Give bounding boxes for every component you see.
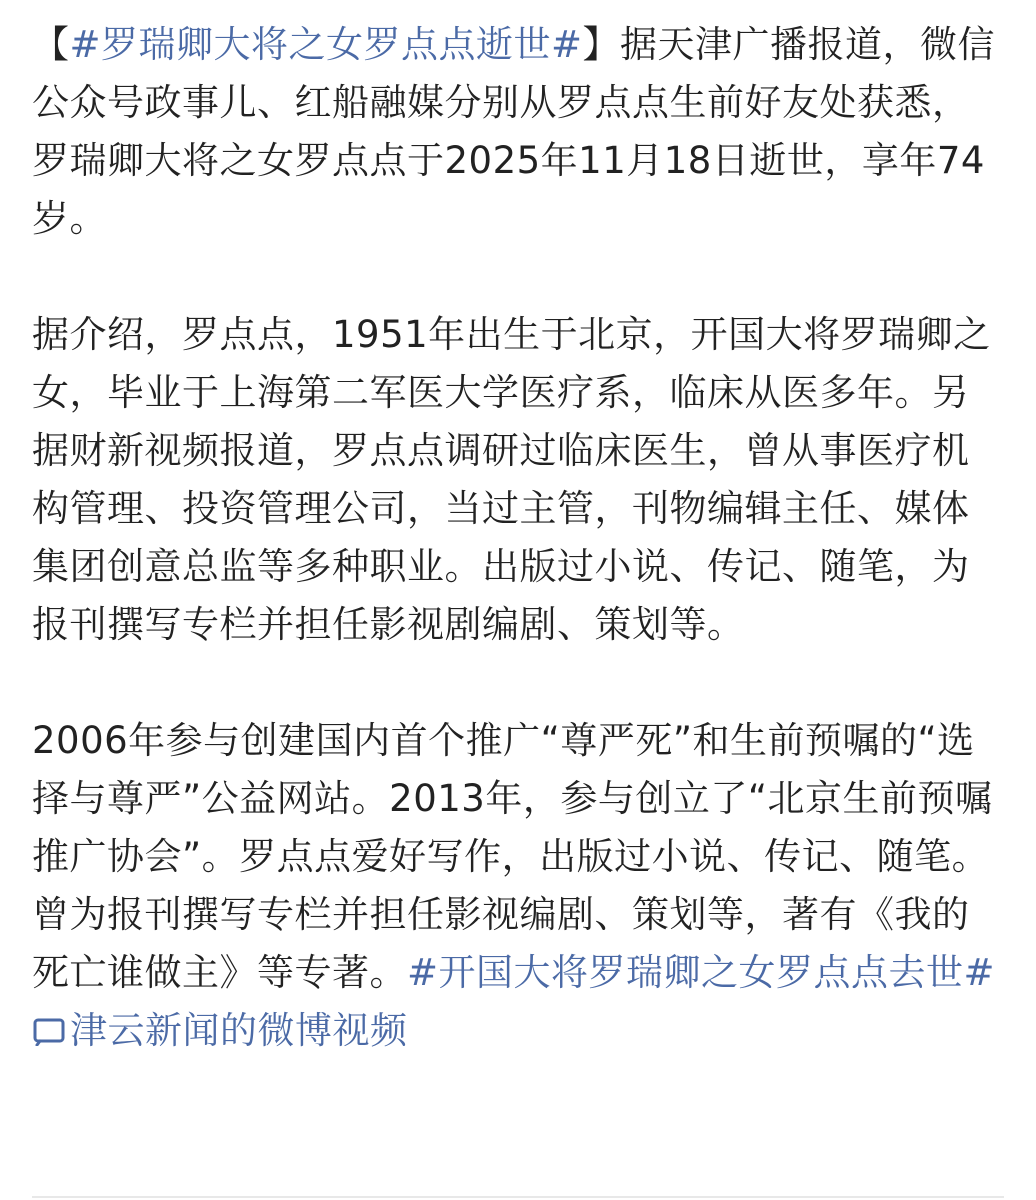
video-link[interactable] [32, 1009, 408, 1052]
paragraph-1-text: 据天津广播报道，微信公众号政事儿、红船融媒分别从罗点点生前好友处获悉，罗瑞卿大将之女罗点点于2025年11月18日逝世，享年74岁。 [32, 23, 996, 240]
paragraph-2 [32, 306, 1004, 654]
paragraph-gap [32, 654, 1004, 712]
weibo-post-body [32, 16, 1004, 1063]
paragraph-gap [32, 248, 1004, 306]
video-link-label: 津云新闻的微博视频 [70, 1009, 408, 1052]
topic-hashtag-link[interactable]: #罗瑞卿大将之女罗点点逝世# [69, 23, 583, 66]
bracket-open: 【 [32, 23, 70, 66]
paragraph-1 [32, 16, 1004, 248]
paragraph-2-text: 据介绍，罗点点，1951年出生于北京，开国大将罗瑞卿之女，毕业于上海第二军医大学医疗系，临床从医多年。另据财新视频报道，罗点点调研过临床医生，曾从事医疗机构管理、投资管理公司，当过主管，刊物编辑主任、媒体集团创意总监等多种职业。出版过小说、传记、随笔，为报刊撰写专栏并担任影视剧编剧、策划等。 [32, 313, 991, 646]
bracket-close: 】 [582, 23, 621, 66]
divider [32, 1196, 1004, 1198]
topic-hashtag-link-2[interactable]: #开国大将罗瑞卿之女罗点点去世# [407, 951, 996, 994]
paragraph-3 [32, 712, 1004, 1063]
paragraph-3-text: 2006年参与创建国内首个推广“尊严死”和生前预嘱的“选择与尊严”公益网站。2013年，参与创立了“北京生前预嘱推广协会”。罗点点爱好写作，出版过小说、传记、随笔。曾为报刊撰写专栏并担任影视编剧、策划等，著有《我的死亡谁做主》等专著。 [32, 719, 993, 994]
video-play-icon [32, 1005, 66, 1063]
